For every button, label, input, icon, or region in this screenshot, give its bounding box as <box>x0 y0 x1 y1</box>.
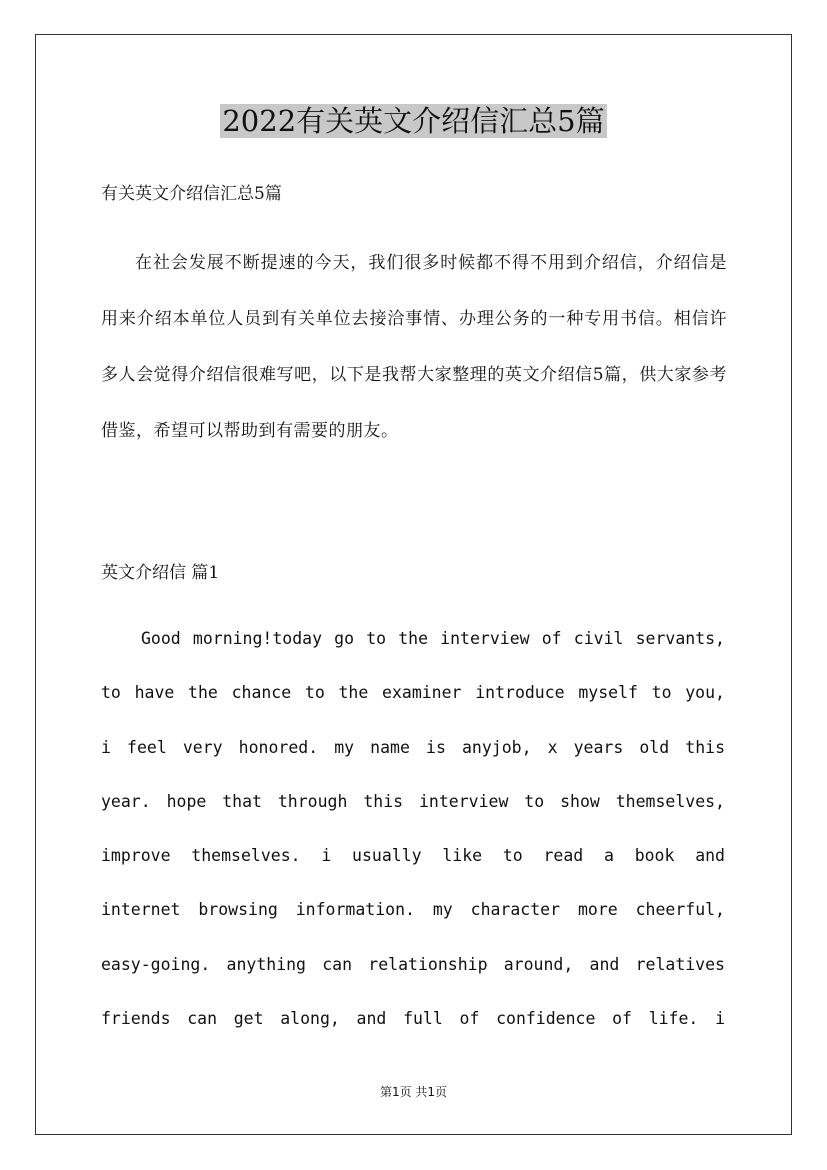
intro-text: 在社会发展不断提速的今天，我们很多时候都不得不用到介绍信，介绍信是用来介绍本单位人员到有关单位去接洽事情、办理公务的一种专用书信。相信许多人会觉得介绍信很难写吧，以下是我帮大家整理的英文介绍信5篇，供大家参考借鉴，希望可以帮助到有需要的朋友。 <box>101 253 727 441</box>
document-title <box>0 101 827 141</box>
body-line: to have the chance to the examiner introduce myself to you, <box>101 683 725 703</box>
body-line: friends can get along, and full of confidence of life. i <box>101 1009 725 1029</box>
letter-body <box>101 612 725 1046</box>
body-line: year. hope that through this interview to show themselves, <box>101 791 725 811</box>
page-footer: 第1页 共1页 <box>379 1085 448 1099</box>
intro-paragraph <box>101 235 727 459</box>
document-title-text: 2022有关英文介绍信汇总5篇 <box>222 104 605 138</box>
body-line: easy-going. anything can relationship around, and relatives <box>101 954 725 974</box>
document-subtitle: 有关英文介绍信汇总5篇 <box>101 184 282 204</box>
body-line: internet browsing information. my character more cheerful, <box>101 900 725 920</box>
body-line: Good morning!today go to the interview of civil servants, <box>141 629 725 648</box>
section-heading: 英文介绍信 篇1 <box>101 563 220 583</box>
body-line: improve themselves. i usually like to read a book and <box>101 846 725 866</box>
body-line: i feel very honored. my name is anyjob, x years old this <box>101 737 725 757</box>
